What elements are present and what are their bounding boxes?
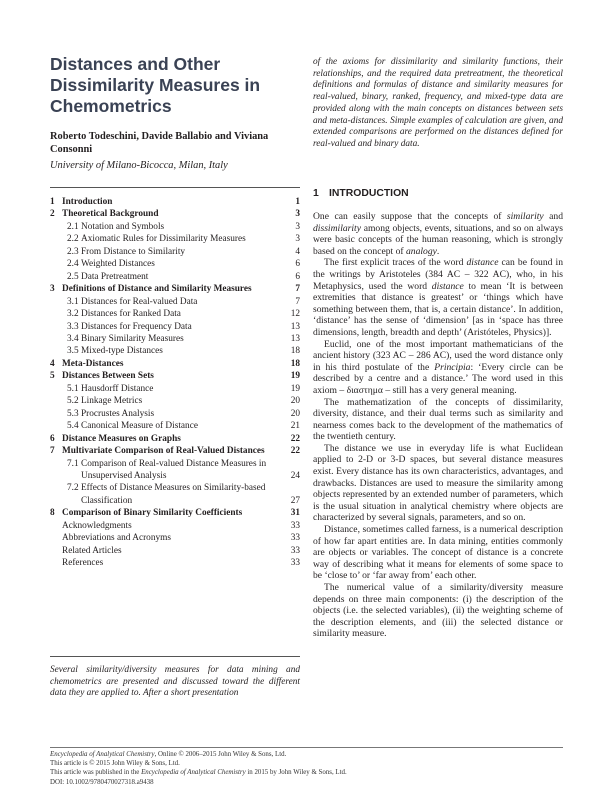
toc-entry-label: [50, 321, 300, 333]
abstract-part-1: Several similarity/diversity measures for data mining and chemometrics are presented and discussed toward the different data they are applied to. After a short presentation: [50, 665, 300, 699]
toc-entry-page: 27: [290, 495, 300, 506]
toc-entry-label: [50, 358, 300, 370]
toc-entry-number: 5.3: [67, 408, 79, 419]
emphasis-text: Encyclopedia of Analytical Chemistry: [50, 751, 155, 758]
toc-entry-title: Comparison of Binary Similarity Coefficients: [62, 508, 243, 519]
table-of-contents: [50, 196, 300, 570]
emphasis-text: distance: [431, 280, 464, 292]
toc-entry-number: 6: [50, 433, 55, 444]
toc-entry-page: 4: [295, 246, 300, 257]
toc-entry[interactable]: [50, 520, 300, 532]
toc-entry-number: 8: [50, 508, 55, 519]
toc-entry-page: 33: [290, 520, 300, 531]
toc-entry-page: 33: [290, 558, 300, 569]
toc-entry-number: 7.1: [67, 458, 79, 469]
toc-entry[interactable]: [50, 233, 300, 245]
paragraph: Euclid, one of the most important mathematicians of the ancient history (323 AC – 286 AC), used the word distance only in his third postulate of the Principia: ‘Every circle can be described by a centre and a distance.’ The word used in this axiom – διαστημα – still has a very general meaning.: [313, 338, 563, 396]
section-title: INTRODUCTION: [329, 188, 409, 199]
toc-entry-title: Multivariate Comparison of Real-Valued Distances: [62, 446, 265, 457]
paragraph: Distance, sometimes called farness, is a numerical description of how far apart entities are. In data mining, entities commonly are objects or variables. The concept of distance is a concrete way of describing what it means for elements of some space to be ‘close to’ or ‘far away from’ each other.: [313, 524, 563, 582]
toc-entry-label: [50, 271, 300, 283]
toc-entry-title: Distances for Frequency Data: [81, 321, 192, 332]
toc-entry-page: 6: [295, 271, 300, 282]
emphasis-text: distance: [466, 257, 499, 269]
footer-divider: [50, 747, 563, 748]
toc-entry-number: 3: [50, 284, 55, 295]
toc-entry-title: Linkage Metrics: [81, 396, 143, 407]
toc-entry[interactable]: [50, 321, 300, 333]
toc-entry-page: 7: [295, 284, 300, 295]
toc-entry-title: Comparison of Real-valued Distance Measures in Unsupervised Analysis: [81, 458, 267, 481]
section-heading: [313, 188, 563, 199]
toc-entry-title: Hausdorff Distance: [81, 383, 154, 394]
paragraph: One can easily suppose that the concepts of similarity and dissimilarity among objects, events, situations, and so on always were basic concepts of the human reasoning, which is strongly based on the concept of analogy.: [313, 211, 563, 257]
toc-entry-title: Distances for Ranked Data: [81, 309, 181, 320]
toc-entry[interactable]: [50, 358, 300, 370]
page-footer: [50, 750, 570, 787]
toc-entry-number: 3.5: [67, 346, 79, 357]
toc-entry-page: 12: [290, 309, 300, 320]
toc-entry-title: References: [62, 558, 104, 569]
toc-entry-number: 5.1: [67, 383, 79, 394]
toc-entry-label: [50, 395, 300, 407]
toc-entry-number: 2: [50, 209, 55, 220]
toc-entry[interactable]: [50, 507, 300, 519]
toc-entry[interactable]: [50, 445, 300, 457]
toc-entry[interactable]: [50, 271, 300, 283]
toc-entry-number: 7: [50, 446, 55, 457]
toc-entry-label: [50, 445, 300, 457]
toc-entry[interactable]: [50, 283, 300, 295]
footer-line-4: DOI: 10.1002/9780470027318.a9438: [50, 778, 154, 786]
toc-entry[interactable]: [50, 433, 300, 445]
toc-entry-title: Meta-Distances: [62, 358, 124, 369]
affiliation: University of Milano-Bicocca, Milan, Italy: [50, 160, 228, 171]
toc-entry-title: Data Pretreatment: [81, 271, 149, 282]
toc-entry-title: Related Articles: [62, 545, 122, 556]
toc-entry-title: Binary Similarity Measures: [81, 333, 184, 344]
toc-entry-label: [50, 196, 300, 208]
toc-entry-number: 3.2: [67, 309, 79, 320]
toc-entry-number: 3.1: [67, 296, 79, 307]
toc-entry[interactable]: [50, 345, 300, 357]
toc-entry[interactable]: [50, 308, 300, 320]
toc-entry-page: 13: [290, 333, 300, 344]
toc-entry-number: 7.2: [67, 483, 79, 494]
toc-entry-label: [50, 458, 300, 483]
toc-entry[interactable]: [50, 208, 300, 220]
toc-entry-page: 1: [295, 197, 300, 207]
toc-entry-page: 20: [290, 408, 300, 419]
toc-top-divider: [50, 187, 300, 188]
toc-entry-label: [50, 433, 300, 445]
toc-entry[interactable]: [50, 420, 300, 432]
toc-entry-label: [50, 420, 300, 432]
toc-entry[interactable]: [50, 458, 300, 483]
toc-entry-number: 3.3: [67, 321, 79, 332]
emphasis-text: Principia: [434, 361, 471, 373]
article-title: [50, 54, 290, 117]
toc-entry-number: 2.4: [67, 259, 79, 270]
toc-entry-label: [50, 283, 300, 295]
paragraph: The mathematization of the concepts of dissimilarity, diversity, distance, and their dual terms such as similarity and nearness comes back to the development of the mathematics of the twentieth century.: [313, 396, 563, 443]
toc-entry-title: Effects of Distance Measures on Similarity-based Classification: [81, 483, 266, 506]
toc-entry-label: [50, 308, 300, 320]
abstract-part-2: of the axioms for dissimilarity and similarity functions, their relationships, and the required data pretreatment, the theoretical definitions and formulas of distance and similarity measures for real-valued, binary, ranked, frequency, and mixed-type data are provided along with the main concepts on distances between sets and meta-distances. Simple examples of calculation are given, and extended comparisons are performed on the distances defined for real-valued and binary data.: [313, 57, 563, 149]
emphasis-text: similarity: [506, 211, 544, 222]
toc-entry-title: Distance Measures on Graphs: [62, 433, 181, 444]
toc-entry-label: [50, 208, 300, 220]
toc-entry-label: [50, 345, 300, 357]
toc-entry-label: [50, 557, 300, 569]
toc-entry-label: [50, 258, 300, 270]
toc-entry-label: [50, 482, 300, 507]
toc-entry[interactable]: [50, 370, 300, 382]
toc-entry-title: Abbreviations and Acronyms: [62, 533, 171, 544]
authors: Roberto Todeschini, Davide Ballabio and Viviana Consonni: [50, 131, 269, 155]
introduction-body: [313, 211, 563, 640]
toc-entry-title: Acknowledgments: [62, 520, 132, 531]
toc-entry-title: Notation and Symbols: [81, 221, 165, 232]
toc-entry-title: Definitions of Distance and Similarity Measures: [62, 284, 252, 295]
toc-entry-page: 3: [295, 209, 300, 220]
toc-entry-number: 2.5: [67, 271, 79, 282]
toc-entry-title: Introduction: [62, 197, 113, 207]
toc-entry[interactable]: [50, 557, 300, 569]
toc-entry-page: 3: [295, 221, 300, 232]
title-line: Chemometrics: [50, 96, 172, 116]
toc-entry[interactable]: [50, 196, 300, 208]
toc-entry-page: 21: [290, 421, 300, 432]
toc-entry[interactable]: [50, 383, 300, 395]
toc-entry-page: 18: [290, 358, 300, 369]
emphasis-text: analogy: [405, 245, 437, 257]
toc-entry-page: 19: [290, 383, 300, 394]
toc-entry-title: Distances Between Sets: [62, 371, 154, 382]
toc-entry-page: 33: [290, 533, 300, 544]
toc-entry-title: Procrustes Analysis: [81, 408, 155, 419]
footer-line-2: This article is © 2015 John Wiley & Sons, Ltd.: [50, 760, 180, 768]
toc-entry[interactable]: [50, 333, 300, 345]
toc-entry[interactable]: [50, 408, 300, 420]
toc-entry-page: 19: [290, 371, 300, 382]
toc-entry-title: Mixed-type Distances: [81, 346, 163, 357]
toc-entry-title: Distances for Real-valued Data: [81, 296, 198, 307]
toc-entry-number: 2.3: [67, 246, 79, 257]
toc-entry-label: [50, 507, 300, 519]
toc-entry-label: [50, 296, 300, 308]
toc-entry-page: 31: [290, 508, 300, 519]
toc-entry-page: 22: [290, 433, 300, 444]
toc-entry-page: 7: [295, 296, 300, 307]
toc-entry-title: Axiomatic Rules for Dissimilarity Measures: [81, 234, 246, 245]
toc-entry-label: [50, 408, 300, 420]
toc-entry-label: [50, 221, 300, 233]
footer-line-1: Encyclopedia of Analytical Chemistry, Online © 2006–2015 John Wiley & Sons, Ltd.: [50, 751, 287, 758]
toc-entry-label: [50, 246, 300, 258]
toc-bottom-divider: [50, 656, 300, 657]
toc-entry[interactable]: [50, 246, 300, 258]
toc-entry[interactable]: [50, 258, 300, 270]
toc-entry[interactable]: [50, 395, 300, 407]
toc-entry-title: Weighted Distances: [81, 259, 155, 270]
toc-entry-label: [50, 545, 300, 557]
title-line: Distances and Other: [50, 54, 221, 74]
section-number: 1: [313, 188, 319, 199]
toc-entry-page: 13: [290, 321, 300, 332]
emphasis-text: Encyclopedia of Analytical Chemistry: [141, 769, 246, 777]
toc-entry-number: 2.2: [67, 234, 79, 245]
toc-entry[interactable]: [50, 296, 300, 308]
toc-entry-page: 18: [290, 346, 300, 357]
toc-entry-number: 3.4: [67, 333, 79, 344]
paragraph: The first explicit traces of the word distance can be found in the writings by Aristoteles (384 AC – 322 AC), who, in his Metaphysics, used the word distance to mean ‘It is between extremities that distance is greatest’ or ‘things which have something between them, that is, a certain distance’. In addition, ‘distance’ has the sense of ‘dimension’ [as in ‘space has three dimensions, length, breadth and depth’ (Aristóteles, Physics)].: [313, 257, 563, 338]
toc-entry-page: 22: [290, 446, 300, 457]
footer-line-3: This article was published in the Encyclopedia of Analytical Chemistry in 2015 by John Wiley & Sons, Ltd.: [50, 769, 347, 777]
toc-entry[interactable]: [50, 482, 300, 507]
emphasis-text: dissimilarity: [313, 222, 361, 234]
toc-entry-page: 20: [290, 396, 300, 407]
toc-entry-number: 5.2: [67, 396, 79, 407]
toc-entry-page: 3: [295, 234, 300, 245]
toc-entry-label: [50, 532, 300, 544]
toc-entry-label: [50, 233, 300, 245]
toc-entry[interactable]: [50, 532, 300, 544]
toc-entry-page: 24: [290, 470, 300, 481]
toc-entry-number: 5.4: [67, 421, 79, 432]
toc-entry-number: 2.1: [67, 221, 79, 232]
toc-entry-title: From Distance to Similarity: [81, 246, 186, 257]
toc-entry-title: Theoretical Background: [62, 209, 159, 220]
toc-entry-page: 33: [290, 545, 300, 556]
toc-entry-number: 1: [50, 197, 55, 207]
paragraph: The distance we use in everyday life is what Euclidean applied to 2-D or 3-D spaces, but several distance measures exist. Every distance has its own characteristics, advantages, and drawbacks. Distances are used to measure the similarity among objects represented by an extended number of parameters, which is the usual situation in analytical chemistry where objects are characterized by several signals, parameters, and so on.: [313, 442, 563, 524]
toc-entry-label: [50, 333, 300, 345]
paragraph: The numerical value of a similarity/diversity measure depends on three main components: (i) the description of the objects (i.e. the selected variables), (ii) the weighting scheme of the description elements, and (iii) the selected distance or similarity measure.: [313, 582, 563, 640]
toc-entry-label: [50, 370, 300, 382]
toc-entry[interactable]: [50, 221, 300, 233]
toc-entry-label: [50, 520, 300, 532]
toc-entry-number: 5: [50, 371, 55, 382]
toc-entry[interactable]: [50, 545, 300, 557]
title-line: Dissimilarity Measures in: [50, 75, 261, 95]
toc-entry-page: 6: [295, 259, 300, 270]
toc-entry-title: Canonical Measure of Distance: [81, 421, 198, 432]
toc-entry-number: 4: [50, 358, 55, 369]
toc-entry-label: [50, 383, 300, 395]
